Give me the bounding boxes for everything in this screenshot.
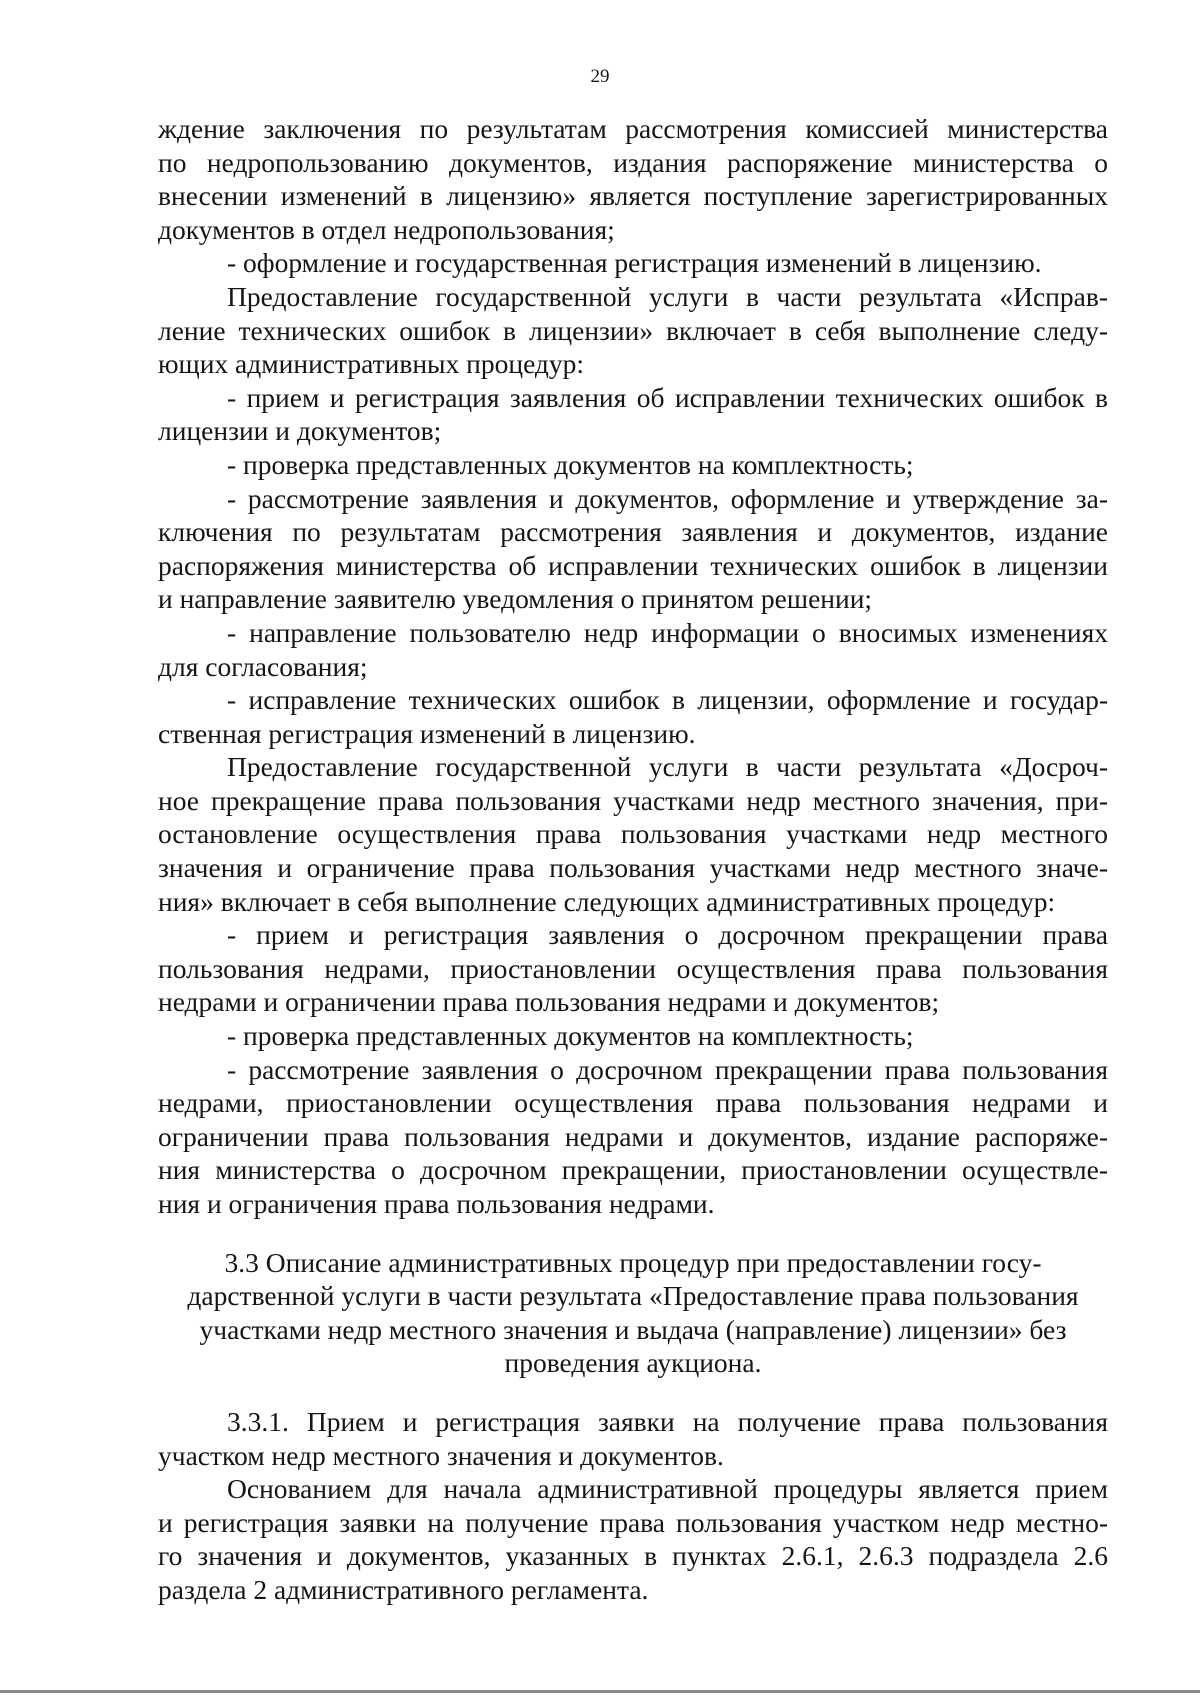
heading-line: проведения аукциона. xyxy=(504,1347,762,1379)
text-line: ключения по результатам рассмотрения заявления и документов, издание xyxy=(158,516,1108,548)
text-line: по недропользованию документов, издания распоряжение министерства о xyxy=(158,146,1108,178)
text-line: и регистрация заявки на получение права пользования участком недр местно- xyxy=(158,1506,1108,1538)
text-line: документов в отдел недропользования; xyxy=(158,213,615,245)
text-line: для согласования; xyxy=(158,650,368,682)
text-line: распоряжения министерства об исправлении технических ошибок в лицензии xyxy=(158,549,1108,581)
text-line: ление технических ошибок в лицензии» включает в себя выполнение следу- xyxy=(158,314,1108,346)
text-line: - направление пользователю недр информации о вносимых изменениях xyxy=(227,616,1108,648)
text-line: раздела 2 административного регламента. xyxy=(158,1573,649,1605)
text-line: и направление заявителю уведомления о принятом решении; xyxy=(158,583,873,615)
text-line: Предоставление государственной услуги в части результата «Исправ- xyxy=(227,280,1108,312)
text-line: остановление осуществления права пользования участками недр местного xyxy=(158,818,1108,850)
text-line: - прием и регистрация заявления об исправлении технических ошибок в xyxy=(227,381,1108,413)
text-line: Предоставление государственной услуги в части результата «Досроч- xyxy=(227,751,1108,783)
section-heading xyxy=(158,1246,1108,1380)
heading-line: дарственной услуги в части результата «Предоставление права пользования xyxy=(187,1280,1079,1312)
text-line: - рассмотрение заявления о досрочном прекращении права пользования xyxy=(227,1053,1108,1085)
text-line: ное прекращение права пользования участками недр местного значения, при- xyxy=(158,784,1108,816)
text-line: ния министерства о досрочном прекращении, приостановлении осуществле- xyxy=(158,1154,1108,1186)
text-line: 3.3.1. Прием и регистрация заявки на получение права пользования xyxy=(227,1405,1108,1437)
text-line: участком недр местного значения и документов. xyxy=(158,1439,724,1471)
text-line: - проверка представленных документов на комплектность; xyxy=(227,448,914,480)
text-line: го значения и документов, указанных в пунктах 2.6.1, 2.6.3 подраздела 2.6 xyxy=(158,1540,1108,1572)
text-line: ственная регистрация изменений в лицензию. xyxy=(158,717,696,749)
text-line: - проверка представленных документов на комплектность; xyxy=(227,1020,914,1052)
text-line: лицензии и документов; xyxy=(158,415,442,447)
text-line: ния и ограничения права пользования недрами. xyxy=(158,1188,715,1219)
text-line: ющих административных процедур: xyxy=(158,348,585,380)
heading-line: 3.3 Описание административных процедур при предоставлении госу- xyxy=(224,1246,1042,1278)
subsection-text xyxy=(158,1405,1108,1607)
text-line: ограничении права пользования недрами и документов, издание распоряже- xyxy=(158,1120,1108,1152)
text-line: ния» включает в себя выполнение следующих административных процедур: xyxy=(158,885,1056,917)
text-line: значения и ограничение права пользования участками недр местного значе- xyxy=(158,852,1108,884)
text-line: недрами и ограничении права пользования недрами и документов; xyxy=(158,986,940,1018)
heading-line: участками недр местного значения и выдача (направление) лицензии» без xyxy=(199,1313,1067,1345)
scan-bottom-edge xyxy=(0,1690,1200,1693)
text-line: - исправление технических ошибок в лицензии, оформление и государ- xyxy=(227,684,1108,716)
text-line: - рассмотрение заявления и документов, оформление и утверждение за- xyxy=(227,482,1108,514)
text-line: пользования недрами, приостановлении осуществления права пользования xyxy=(158,952,1108,984)
text-line: Основанием для начала административной процедуры является прием xyxy=(227,1473,1108,1505)
text-line: недрами, приостановлении осуществления права пользования недрами и xyxy=(158,1087,1108,1119)
text-line: ждение заключения по результатам рассмотрения комиссией министерства xyxy=(158,113,1108,144)
text-line: - прием и регистрация заявления о досрочном прекращении права xyxy=(227,919,1108,951)
page-number: 29 xyxy=(590,66,610,87)
text-line: - оформление и государственная регистрация изменений в лицензию. xyxy=(227,247,1042,279)
body-text xyxy=(158,112,1108,1607)
text-line: внесении изменений в лицензию» является поступление зарегистрированных xyxy=(158,180,1108,212)
